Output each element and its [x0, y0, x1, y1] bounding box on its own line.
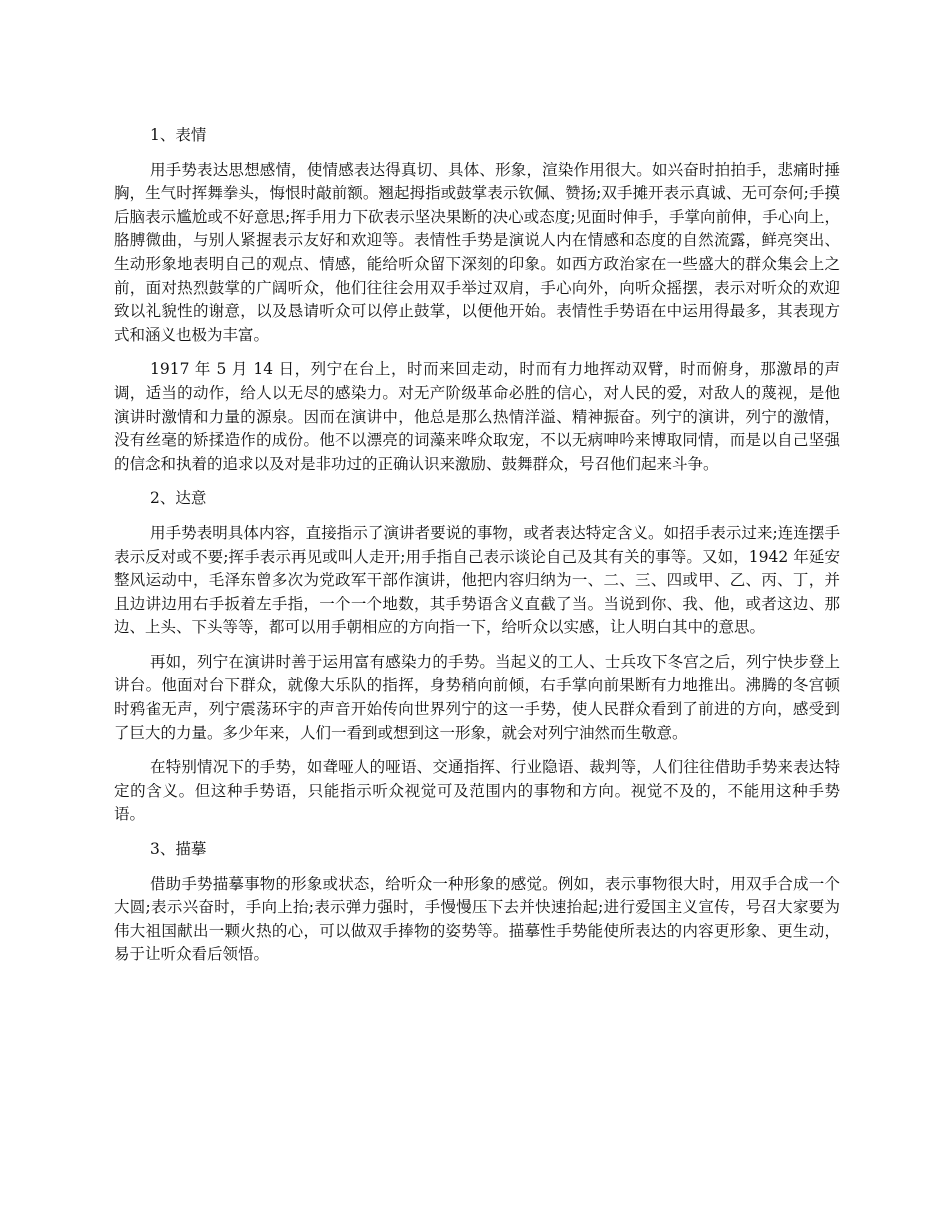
paragraph: 用手势表达思想感情，使情感表达得真切、具体、形象，渲染作用很大。如兴奋时拍拍手，悲痛时捶胸，生气时挥舞拳头，悔恨时敲前额。翘起拇指或鼓掌表示钦佩、赞扬;双手摊开表示真诚、无可奈何;手摸后脑表示尴尬或不好意思;挥手用力下砍表示坚决果断的决心或态度;见面时伸手，手掌向前伸，手心向上，胳膊微曲，与别人紧握表示友好和欢迎等。表情性手势是演说人内在情感和态度的自然流露，鲜亮突出、生动形象地表明自己的观点、情感，能给听众留下深刻的印象。如西方政治家在一些盛大的群众集会上之前，面对热烈鼓掌的广阔听众，他们往往会用双手举过双肩，手心向外，向听众摇摆，表示对听众的欢迎致以礼貌性的谢意，以及恳请听众可以停止鼓掌，以便他开始。表情性手势语在中运用得最多，其表现方式和涵义也极为丰富。	[114, 160, 840, 344]
section-heading: 1、表情	[150, 126, 207, 144]
section-meaning	[114, 487, 840, 827]
paragraph: 用手势表明具体内容，直接指示了演讲者要说的事物，或者表达特定含义。如招手表示过来;连连摆手表示反对或不要;挥手表示再见或叫人走开;用手指自己表示谈论自己及其有关的事等。又如，1942 年延安整风运动中，毛泽东曾多次为党政军干部作演讲，他把内容归纳为一、二、三、四或甲、乙、丙、丁，并且边讲边用右手扳着左手指，一个一个地数，其手势语含义直截了当。当说到你、我、他，或者这边、那边、上头、下头等等，都可以用手朝相应的方向指一下，给听众以实感，让人明白其中的意思。	[114, 523, 840, 637]
paragraph: 借助手势描摹事物的形象或状态，给听众一种形象的感觉。例如，表示事物很大时，用双手合成一个大圆;表示兴奋时，手向上抬;表示弹力强时，手慢慢压下去并快速抬起;进行爱国主义宣传，号召大家要为伟大祖国献出一颗火热的心，可以做双手捧物的姿势等。描摹性手势能使所表达的内容更形象、更生动，易于让听众看后领悟。	[114, 874, 840, 964]
section-depiction	[114, 838, 840, 967]
document-page	[114, 124, 840, 978]
section-expression	[114, 124, 840, 476]
paragraph: 再如，列宁在演讲时善于运用富有感染力的手势。当起义的工人、士兵攻下冬宫之后，列宁快步登上讲台。他面对台下群众，就像大乐队的指挥，身势稍向前倾，右手掌向前果断有力地推出。沸腾的冬宫顿时鸦雀无声，列宁震荡环宇的声音开始传向世界列宁的这一手势，使人民群众看到了前进的方向，感受到了巨大的力量。多少年来，人们一看到或想到这一形象，就会对列宁油然而生敬意。	[114, 652, 840, 742]
section-heading: 2、达意	[150, 489, 207, 508]
section-heading: 3、描摹	[150, 840, 207, 859]
paragraph: 1917 年 5 月 14 日，列宁在台上，时而来回走动，时而有力地挥动双臂，时而俯身，那激昂的声调，适当的动作，给人以无尽的感染力。对无产阶级革命必胜的信心，对人民的爱，对敌人的蔑视，是他演讲时激情和力量的源泉。因而在演讲中，他总是那么热情洋溢、精神振奋。列宁的演讲，列宁的激情，没有丝毫的矫揉造作的成份。他不以漂亮的词藻来哗众取宠，不以无病呻吟来博取同情，而是以自己坚强的信念和执着的追求以及对是非功过的正确认识来激励、鼓舞群众，号召他们起来斗争。	[114, 360, 840, 473]
paragraph: 在特别情况下的手势，如聋哑人的哑语、交通指挥、行业隐语、裁判等，人们往往借助手势来表达特定的含义。但这种手势语，只能指示听众视觉可及范围内的事物和方向。视觉不及的，不能用这种手势语。	[114, 758, 840, 824]
